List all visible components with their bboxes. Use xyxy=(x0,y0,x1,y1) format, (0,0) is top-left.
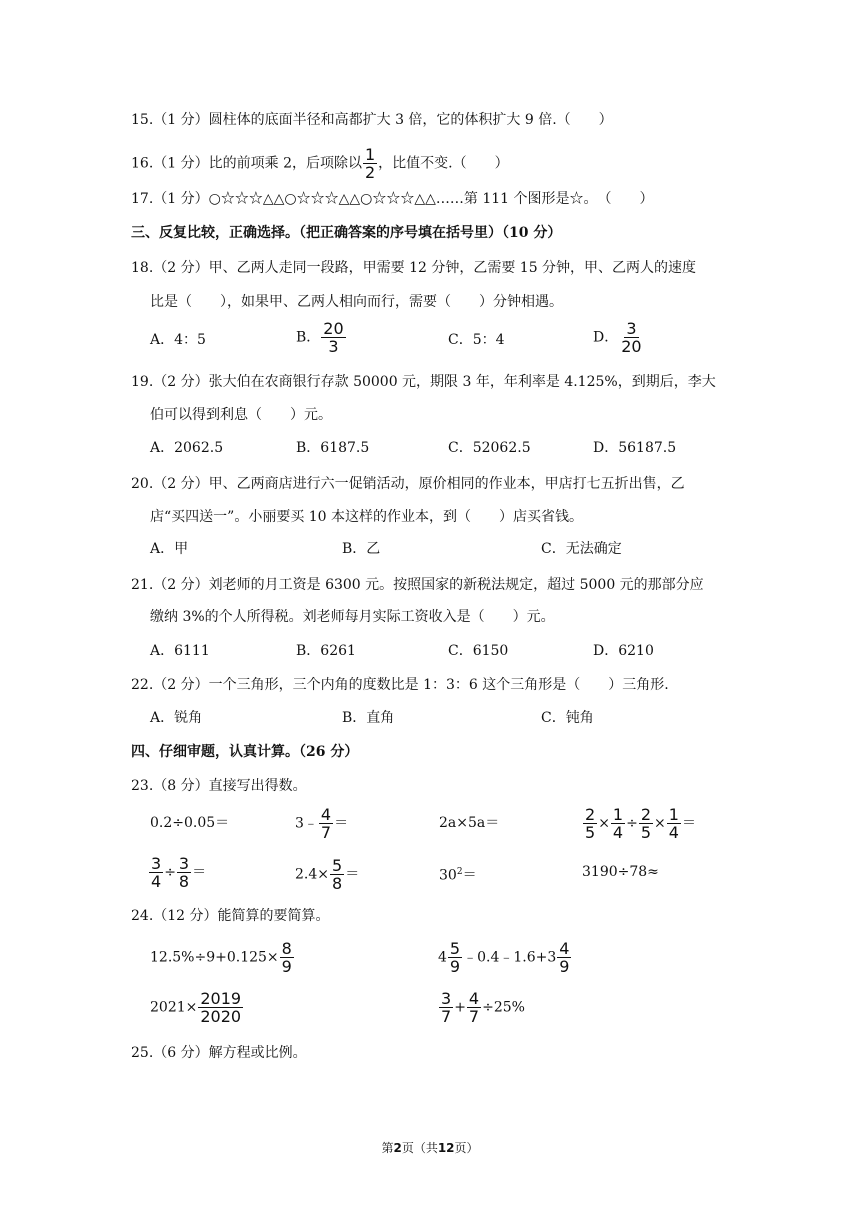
fraction: $\frac{3}{7}$ xyxy=(441,989,452,1026)
fraction: $\frac{3}{4}$ xyxy=(151,854,162,891)
fraction: $\frac{1}{4}$ xyxy=(612,805,624,842)
q19-option-b: B．6187.5 xyxy=(296,440,370,456)
question-23-title: 23.（8 分）直接写出得数。 xyxy=(131,778,307,794)
fraction: $\frac{1}{2}$ xyxy=(364,145,376,182)
q22-option-c: C．钝角 xyxy=(541,710,594,726)
q19-option-d: D．56187.5 xyxy=(593,440,677,456)
q22-option-b: B．直角 xyxy=(342,710,395,726)
q24-expr-1: 12.5%÷9+0.125× $\frac{8}{9}$ xyxy=(150,939,292,976)
page-footer: 第2页（共12页） xyxy=(381,1141,479,1155)
q23-expr-3: 2a×5a＝ xyxy=(439,815,500,831)
question-19-line2: 伯可以得到利息（ ）元。 xyxy=(150,407,332,423)
question-18-line1: 18.（2 分）甲、乙两人走同一段路，甲需要 12 分钟，乙需要 15 分钟，甲、乙两人的速度 xyxy=(131,260,697,276)
fraction: $\frac{4}{7}$ xyxy=(320,805,332,842)
fraction: $\frac{1}{4}$ xyxy=(668,805,679,842)
q18-option-c: C．5：4 xyxy=(448,332,505,348)
fraction: $\frac{3}{20}$ xyxy=(621,319,642,356)
question-20-line1: 20.（2 分）甲、乙两商店进行六一促销活动，原价相同的作业本，甲店打七五折出售，乙 xyxy=(131,476,685,492)
fraction: $\frac{5}{9}$ xyxy=(449,939,461,976)
q24-expr-2: 4 $\frac{5}{9}$ ﹣0.4﹣1.6+3 $\frac{4}{9}$ xyxy=(438,939,570,976)
section-4-heading: 四、仔细审题，认真计算。（26 分） xyxy=(131,744,359,760)
question-21-line1: 21.（2 分）刘老师的月工资是 6300 元。按照国家的新税法规定，超过 5000 元的那部分应 xyxy=(131,577,704,593)
q24-expr-4: $\frac{3}{7}$ + $\frac{4}{7}$ ÷25% xyxy=(441,989,525,1026)
fraction: $\frac{8}{9}$ xyxy=(281,939,292,976)
q23-expr-4: $\frac{2}{5}$ × $\frac{1}{4}$ ÷ $\frac{2}{5}$ × $\frac{1}{4}$ ＝ xyxy=(585,805,696,842)
question-17: 17.（1 分）○☆☆☆△△○☆☆☆△△○☆☆☆△△……第 111 个图形是☆。 （ ） xyxy=(131,191,654,207)
fraction: $\frac{20}{3}$ xyxy=(323,319,344,356)
question-21-line2: 缴纳 3%的个人所得税。刘老师每月实际工资收入是（ ）元。 xyxy=(150,609,555,625)
q21-option-a: A．6111 xyxy=(150,643,210,659)
q18-option-d: D． $\frac{3}{20}$ xyxy=(593,319,642,356)
section-3-heading: 三、反复比较，正确选择。（把正确答案的序号填在括号里）（10 分） xyxy=(131,225,562,241)
q21-option-b: B．6261 xyxy=(296,643,356,659)
fraction: $\frac{2019}{2020}$ xyxy=(200,989,242,1026)
question-15: 15.（1 分）圆柱体的底面半径和高都扩大 3 倍，它的体积扩大 9 倍.（ ） xyxy=(131,112,613,128)
q23-expr-5: $\frac{3}{4}$ ÷ $\frac{3}{8}$ ＝ xyxy=(151,854,207,891)
fraction: $\frac{2}{5}$ xyxy=(640,805,652,842)
q23-expr-2: 3﹣ $\frac{4}{7}$ ＝ xyxy=(295,805,349,842)
q24-expr-3: 2021× $\frac{2019}{2020}$ xyxy=(150,989,242,1026)
q20-option-a: A．甲 xyxy=(150,541,189,557)
q23-expr-1: 0.2÷0.05＝ xyxy=(150,815,230,831)
q23-expr-8: 3190÷78≈ xyxy=(582,864,659,880)
fraction: $\frac{4}{9}$ xyxy=(559,939,570,976)
q22-option-a: A．锐角 xyxy=(150,710,203,726)
fraction: $\frac{2}{5}$ xyxy=(585,805,596,842)
q19-option-c: C．52062.5 xyxy=(448,440,531,456)
q21-option-c: C．6150 xyxy=(448,643,509,659)
q18-option-b: B． $\frac{20}{3}$ xyxy=(296,319,344,356)
fraction: $\frac{5}{8}$ xyxy=(332,856,343,893)
q23-expr-7: $30^2=$ xyxy=(439,867,477,884)
fraction: $\frac{4}{7}$ xyxy=(468,989,480,1026)
question-22: 22.（2 分）一个三角形，三个内角的度数比是 1：3：6 这个三角形是（ ）三角形. xyxy=(131,677,669,693)
q21-option-d: D．6210 xyxy=(593,643,654,659)
q23-expr-6: 2.4× $\frac{5}{8}$ ＝ xyxy=(295,856,360,893)
question-25-title: 25.（6 分）解方程或比例。 xyxy=(131,1045,307,1061)
question-19-line1: 19.（2 分）张大伯在农商银行存款 50000 元，期限 3 年，年利率是 4.125%，到期后，李大 xyxy=(131,374,716,390)
q19-option-a: A．2062.5 xyxy=(150,440,224,456)
q20-option-b: B．乙 xyxy=(342,541,381,557)
question-20-line2: 店“买四送一”。小丽要买 10 本这样的作业本，到（ ）店买省钱。 xyxy=(150,509,584,525)
q20-option-c: C．无法确定 xyxy=(541,541,622,557)
question-18-line2: 比是（ ），如果甲、乙两人相向而行，需要（ ）分钟相遇。 xyxy=(150,294,563,310)
fraction: $\frac{3}{8}$ xyxy=(178,854,190,891)
question-16: 16.（1 分）比的前项乘 2，后项除以 $\frac{1}{2}$ ，比值不变.（ ） xyxy=(131,145,509,182)
q18-option-a: A．4：5 xyxy=(150,332,206,348)
question-24-title: 24.（12 分）能简算的要简算。 xyxy=(131,908,330,924)
